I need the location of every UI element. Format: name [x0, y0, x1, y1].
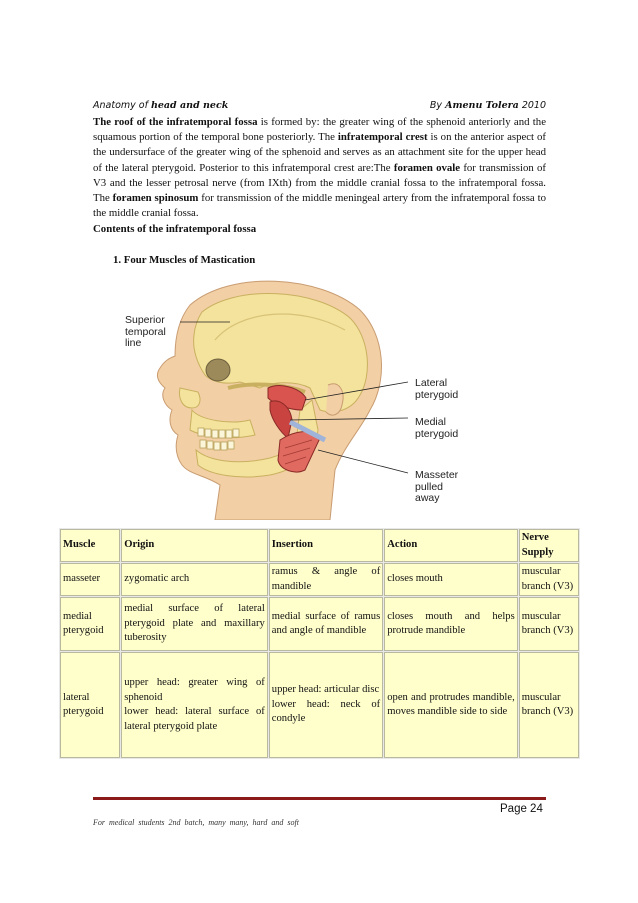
cell-action: closes mouth	[384, 563, 518, 596]
cell-action: closes mouth and helps protrude mandible	[384, 597, 518, 651]
paragraph-text: is formed by: the greater wing of the sphenoid anteriorly and the squamous portion of the temporal bone posteriorly. The	[93, 116, 546, 144]
header-muscle: Muscle	[60, 529, 120, 562]
cell-muscle: medial pterygoid	[60, 597, 120, 651]
label-masseter-pulled-away: Masseter pulled away	[415, 469, 459, 504]
cell-nerve: muscular branch (V3)	[519, 597, 579, 651]
header-prefix: Anatomy of	[93, 100, 151, 111]
bold-term: foramen ovale	[393, 161, 461, 174]
cell-origin: zygomatic arch	[121, 563, 268, 596]
cell-action: open and protrudes mandible, moves mandible side to side	[384, 652, 518, 758]
bold-term: The roof of the infratemporal fossa	[93, 116, 258, 128]
label-superior-temporal-line: Superior temporal line	[125, 314, 166, 349]
bold-term: foramen spinosum	[112, 192, 199, 205]
intro-paragraph	[93, 115, 546, 221]
table-row	[60, 597, 579, 651]
muscles-heading: 1. Four Muscles of Mastication	[113, 254, 256, 266]
header-author-name: Amenu Tolera	[445, 100, 519, 111]
cell-origin: medial surface of lateral pterygoid plate and maxillary tuberosity	[121, 597, 268, 651]
cell-insertion: upper head: articular disc lower head: neck of condyle	[269, 652, 383, 758]
table-row	[60, 652, 579, 758]
cell-nerve: muscular branch (V3)	[519, 563, 579, 596]
skull-illustration	[120, 270, 470, 520]
table-row	[60, 563, 579, 596]
cell-insertion: ramus & angle of mandible	[269, 563, 383, 596]
table-header-row	[60, 529, 579, 562]
header-title	[93, 100, 228, 111]
contents-heading: Contents of the infratemporal fossa	[93, 223, 257, 235]
footer-divider	[93, 797, 546, 800]
label-lateral-pterygoid: Lateral pterygoid	[415, 377, 459, 401]
header-action: Action	[384, 529, 518, 562]
header-author	[430, 100, 546, 111]
cell-nerve: muscular branch (V3)	[519, 652, 579, 758]
header-nerve-supply: Nerve Supply	[519, 529, 579, 562]
footer-note: For medical students 2nd batch, many many, hard and soft	[93, 818, 299, 827]
paragraph-text: for transmission of V3 and the lesser petrosal nerve (from IXth) from the middle cranial fossa to the infratemporal fossa. The	[93, 161, 546, 205]
cell-muscle: lateral pterygoid	[60, 652, 120, 758]
running-header	[93, 100, 546, 114]
page-number: Page 24	[500, 803, 543, 815]
label-medial-pterygoid: Medial pterygoid	[415, 416, 459, 440]
header-by: By	[429, 100, 446, 111]
header-insertion: Insertion	[269, 529, 383, 562]
mastication-muscles-table	[59, 528, 580, 759]
paragraph-text: is on the anterior aspect of the undersurface of the greater wing of the sphenoid and serves as an attachment site for the upper head of the lateral pterygoid. Posterior to this infratemporal crest are:The	[93, 131, 546, 174]
cell-origin: upper head: greater wing of sphenoid lower head: lateral surface of lateral pterygoid plate	[121, 652, 268, 758]
paragraph-text: for transmission of the middle meningeal artery from the infratemporal fossa to the middle cranial fossa.	[93, 192, 546, 220]
cell-muscle: masseter	[60, 563, 120, 596]
bold-term: infratemporal crest	[337, 131, 428, 144]
cell-insertion: medial surface of ramus and angle of mandible	[269, 597, 383, 651]
header-year: 2010	[518, 100, 546, 111]
header-origin: Origin	[121, 529, 268, 562]
header-subject: head and neck	[150, 100, 229, 111]
